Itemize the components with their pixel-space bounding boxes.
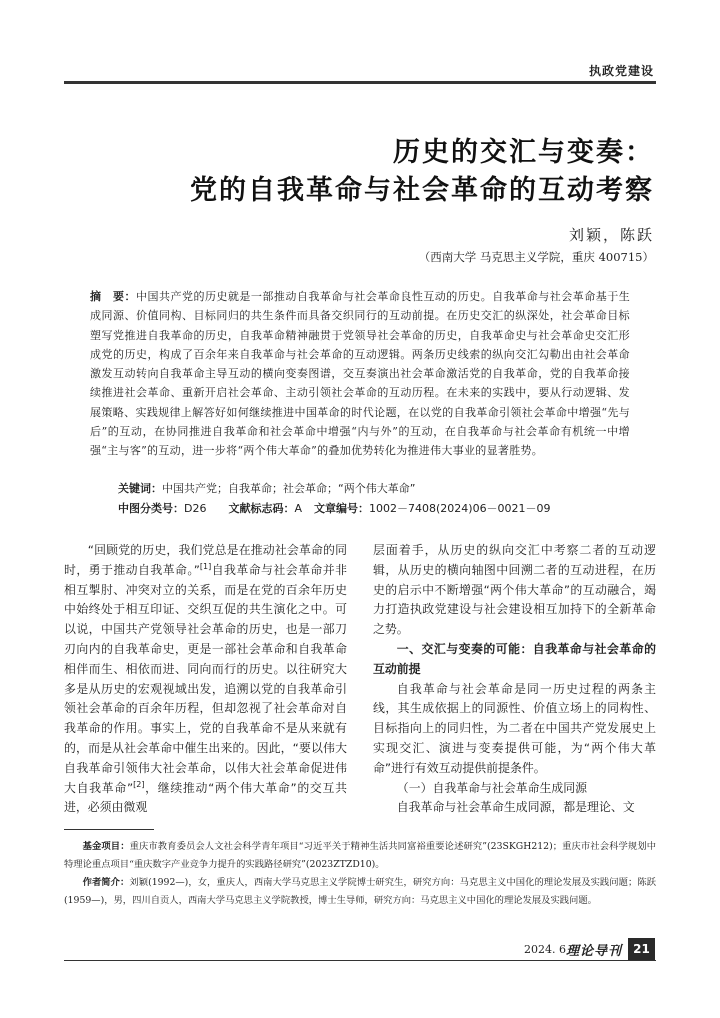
- subsection-heading: （一）自我革命与社会革命生成同源: [396, 780, 588, 795]
- journal-name: 理论导刊: [566, 944, 623, 959]
- header-rule: [64, 81, 656, 84]
- doc-code-value: A: [294, 502, 302, 515]
- body-paragraph: 自我革命与社会革命是同一历史过程的两条主线，其生成依据上的同源性、价值立场上的同构性、目标指向上的同归性，为二者在中国共产党发展史上实现交汇、演进与变奏提供可能，为“两个伟大革命”进行有效互动提供前提条件。: [373, 681, 656, 775]
- clc-label: 中图分类号：: [118, 502, 184, 515]
- article-number-label: 文章编号：: [314, 502, 369, 515]
- issue-date: 2024. 6: [524, 943, 566, 956]
- abstract-text: 中国共产党的历史就是一部推动自我革命与社会革命良性互动的历史。自我革命与社会革命基于生成同源、价值同构、目标同归的共生条件而具备交织同行的互动前提。在历史交汇的纵深处，社会革命目标塑写党推进自我革命的历史，自我革命精神融贯于党领导社会革命的历史，自我革命史与社会革命史交汇形成党的历史，构成了百余年来自我革命与社会革命的互动逻辑。两条历史线索的纵向交汇勾勒出由社会革命激发互动转向自我革命主导互动的横向变奏图谱，交互奏演出社会革命激活党的自我革命，党的自我革命接续推进社会革命、重新开启社会革命、主动引领社会革命的互动历程。在未来的实践中，要从行动逻辑、发展策略、实践规律上解答好如何继续推进中国革命的时代论题，在以党的自我革命引领社会革命中增强“先与后”的互动，在协同推进自我革命和社会革命中增强“内与外”的互动，在自我革命与社会革命有机统一中增强“主与客”的互动，进一步将“两个伟大革命”的叠加优势转化为推进伟大事业的显著胜势。: [90, 290, 630, 458]
- body-paragraph: 层面着手，从历史的纵向交汇中考察二者的互动逻辑，从历史的横向轴图中回溯二者的互动进程，在历史的启示中不断增强“两个伟大革命”的互动融合，竭力打造执政党建设与社会建设相互加持下的全新革命之势。: [373, 543, 656, 637]
- keywords: [118, 480, 415, 496]
- classification: [118, 500, 551, 516]
- abstract-label: 摘 要：: [90, 290, 136, 303]
- footnote-rule: [64, 829, 154, 830]
- body-paragraph: 自我革命与社会革命生成同源，都是理论、文: [396, 800, 635, 815]
- title-line-2: 党的自我革命与社会革命的互动考察: [190, 175, 654, 206]
- clc-value: D26: [184, 502, 207, 515]
- footer-rule: [64, 960, 656, 961]
- section-heading: 一、交汇与变奏的可能：自我革命与社会革命的互动前提: [373, 641, 656, 676]
- page-number: 21: [628, 938, 655, 960]
- title-line-1: 历史的交汇与变奏：: [393, 137, 654, 168]
- citation-ref: [1]: [199, 561, 212, 571]
- fund-note: 基金项目：重庆市教育委员会人文社会科学青年项目“习近平关于精神生活共同富裕重要论述研究”(23SKGH212)；重庆市社会科学规划中特理论重点项目“重庆数字产业竞争力提升的实践路径研究”(2023ZTZD10)。: [64, 841, 656, 870]
- abstract: [90, 287, 630, 461]
- body-paragraph: “回顾党的历史，我们党总是在推动社会革命的同时，勇于推动自我革命。”[1]自我革命与社会革命并非相互掣肘、冲突对立的关系，而是在党的百余年历史中始终处于相互印证、交织互促的共生演化之中。可以说，中国共产党领导社会革命的历史，也是一部刀刃向内的自我革命史，更是一部社会革命和自我革命相伴而生、相依而进、同向而行的历史。以往研究大多是从历史的宏观视域出发，追溯以党的自我革命引领社会革命的百余年历程，但却忽视了社会革命对自我革命的作用。事实上，党的自我革命不是从来就有的，而是从社会革命中催生出来的。因此，“要以伟大自我革命引领伟大社会革命，以伟大社会革命促进伟大自我革命”[2]，继续推动“两个伟大革命”的交互共进，必须由微观: [64, 543, 347, 815]
- authors: 刘颖，陈跃: [568, 226, 654, 244]
- affiliation: （西南大学 马克思主义学院，重庆 400715）: [418, 250, 654, 264]
- body-column-right: [373, 541, 656, 818]
- article-number-value: 1002－7408(2024)06－0021－09: [369, 502, 551, 515]
- column-tag: 执政党建设: [588, 64, 654, 78]
- body-column-left: [64, 541, 347, 818]
- author-note: 作者简介：刘颖(1992—)，女，重庆人，西南大学马克思主义学院博士研究生，研究方向：马克思主义中国化的理论发展及实践问题；陈跃(1959—)，男，四川自贡人，西南大学马克思主义学院教授，博士生导师，研究方向：马克思主义中国化的理论发展及实践问题。: [64, 877, 656, 906]
- keywords-text: 中国共产党；自我革命；社会革命；“两个伟大革命”: [162, 482, 416, 495]
- footnotes: [64, 838, 656, 910]
- doc-code-label: 文献标志码：: [228, 502, 295, 515]
- keywords-label: 关键词：: [118, 482, 162, 495]
- citation-ref: [2]: [133, 779, 145, 789]
